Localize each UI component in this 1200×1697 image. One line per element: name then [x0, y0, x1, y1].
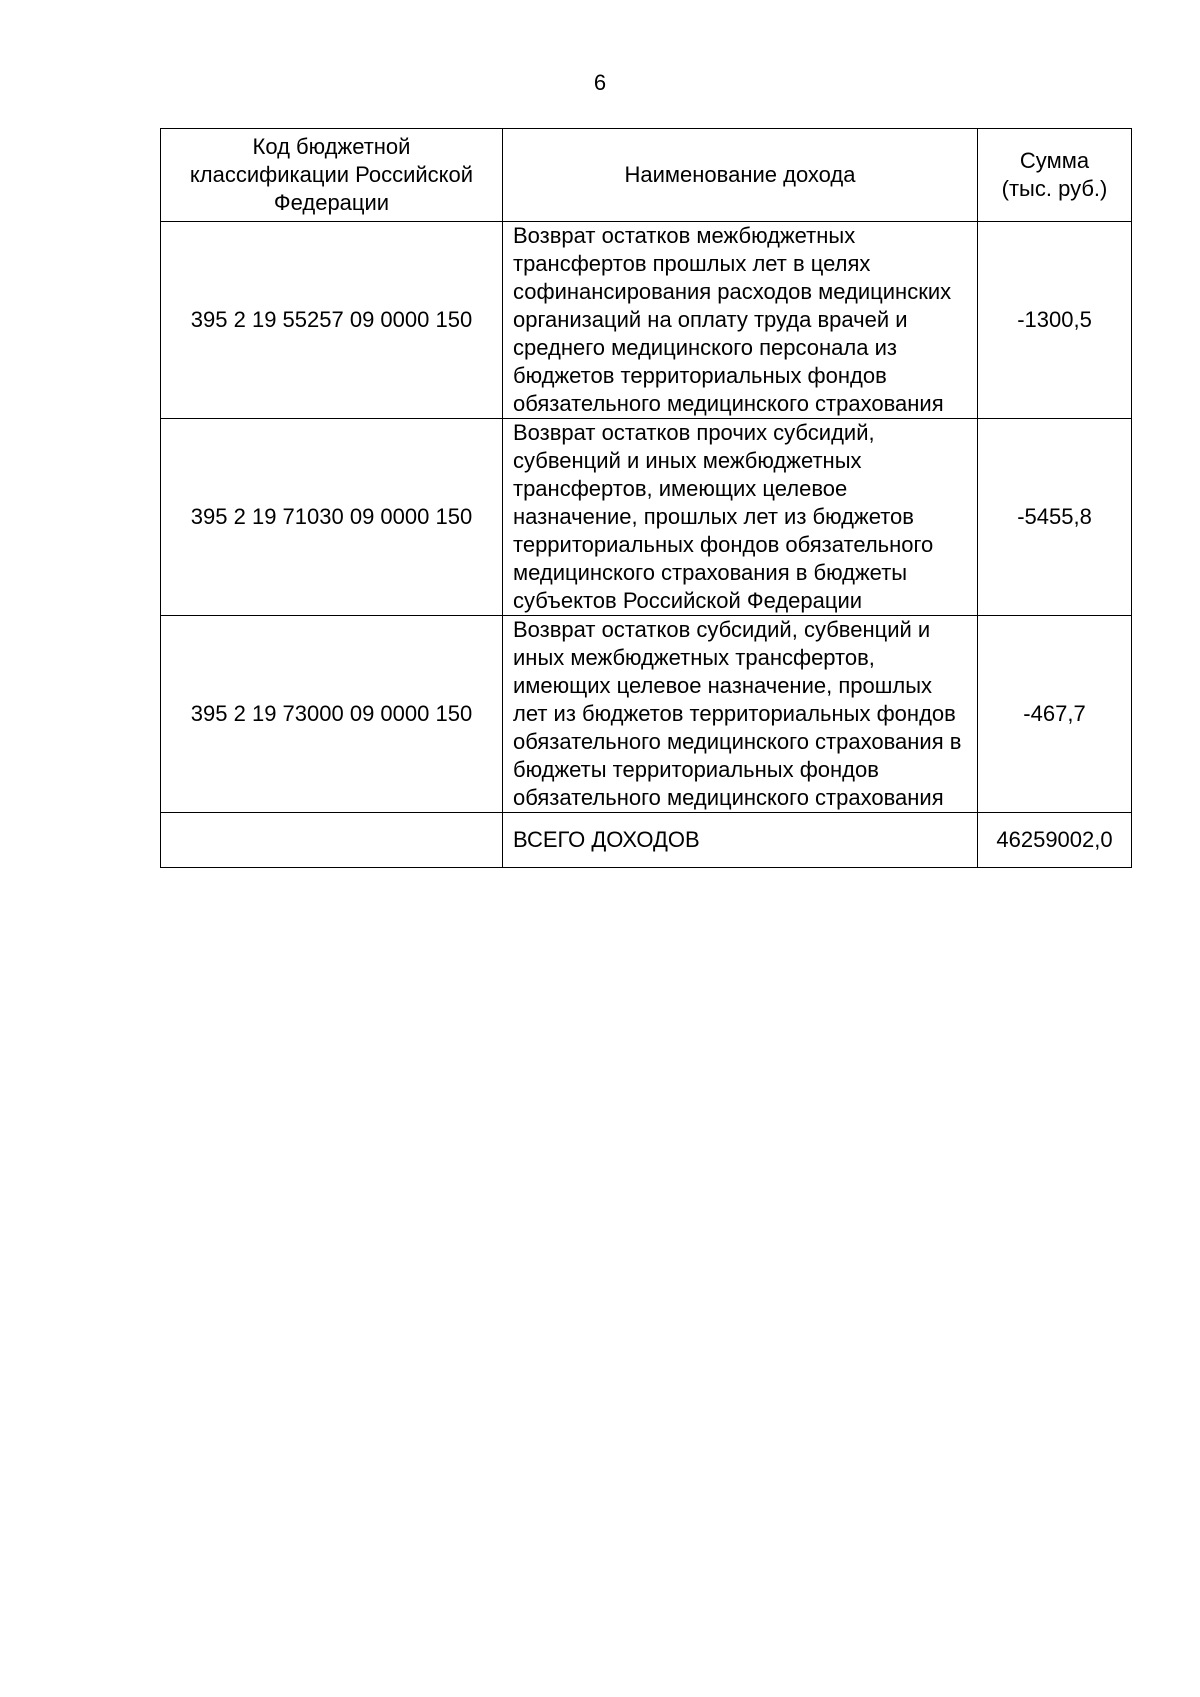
table-header-row — [161, 129, 1132, 222]
row-name: Возврат остатков прочих субсидий, субвенций и иных межбюджетных трансфертов, имеющих целевое назначение, прошлых лет из бюджетов территориальных фондов обязательного медицинского страхования в бюджеты субъектов Российской Федерации — [503, 419, 978, 616]
table-row — [161, 419, 1132, 616]
total-code — [161, 813, 503, 868]
row-name: Возврат остатков субсидий, субвенций и иных межбюджетных трансфертов, имеющих целевое назначение, прошлых лет из бюджетов территориальных фондов обязательного медицинского страхования в бюджеты территориальных фондов обязательного медицинского страхования — [503, 616, 978, 813]
row-name: Возврат остатков межбюджетных трансфертов прошлых лет в целях софинансирования расходов медицинских организаций на оплату труда врачей и среднего медицинского персонала из бюджетов территориальных фондов обязательного медицинского страхования — [503, 222, 978, 419]
header-sum-line: (тыс. руб.) — [1001, 176, 1108, 201]
header-name: Наименование дохода — [503, 129, 978, 222]
revenue-table — [160, 128, 1132, 868]
header-sum — [978, 129, 1132, 222]
row-code: 395 2 19 73000 09 0000 150 — [161, 616, 503, 813]
page-number: 6 — [593, 70, 607, 95]
row-code: 395 2 19 71030 09 0000 150 — [161, 419, 503, 616]
header-code-line: классификации Российской — [189, 162, 474, 187]
total-sum: 46259002,0 — [978, 813, 1132, 868]
total-row — [161, 813, 1132, 868]
table-row — [161, 616, 1132, 813]
row-code: 395 2 19 55257 09 0000 150 — [161, 222, 503, 419]
total-label: ВСЕГО ДОХОДОВ — [503, 813, 978, 868]
row-sum: -1300,5 — [978, 222, 1132, 419]
header-code-line: Федерации — [273, 190, 390, 215]
row-sum: -5455,8 — [978, 419, 1132, 616]
header-code-line: Код бюджетной — [252, 134, 411, 159]
row-sum: -467,7 — [978, 616, 1132, 813]
header-code — [161, 129, 503, 222]
table-row — [161, 222, 1132, 419]
header-sum-line: Сумма — [1019, 148, 1090, 173]
